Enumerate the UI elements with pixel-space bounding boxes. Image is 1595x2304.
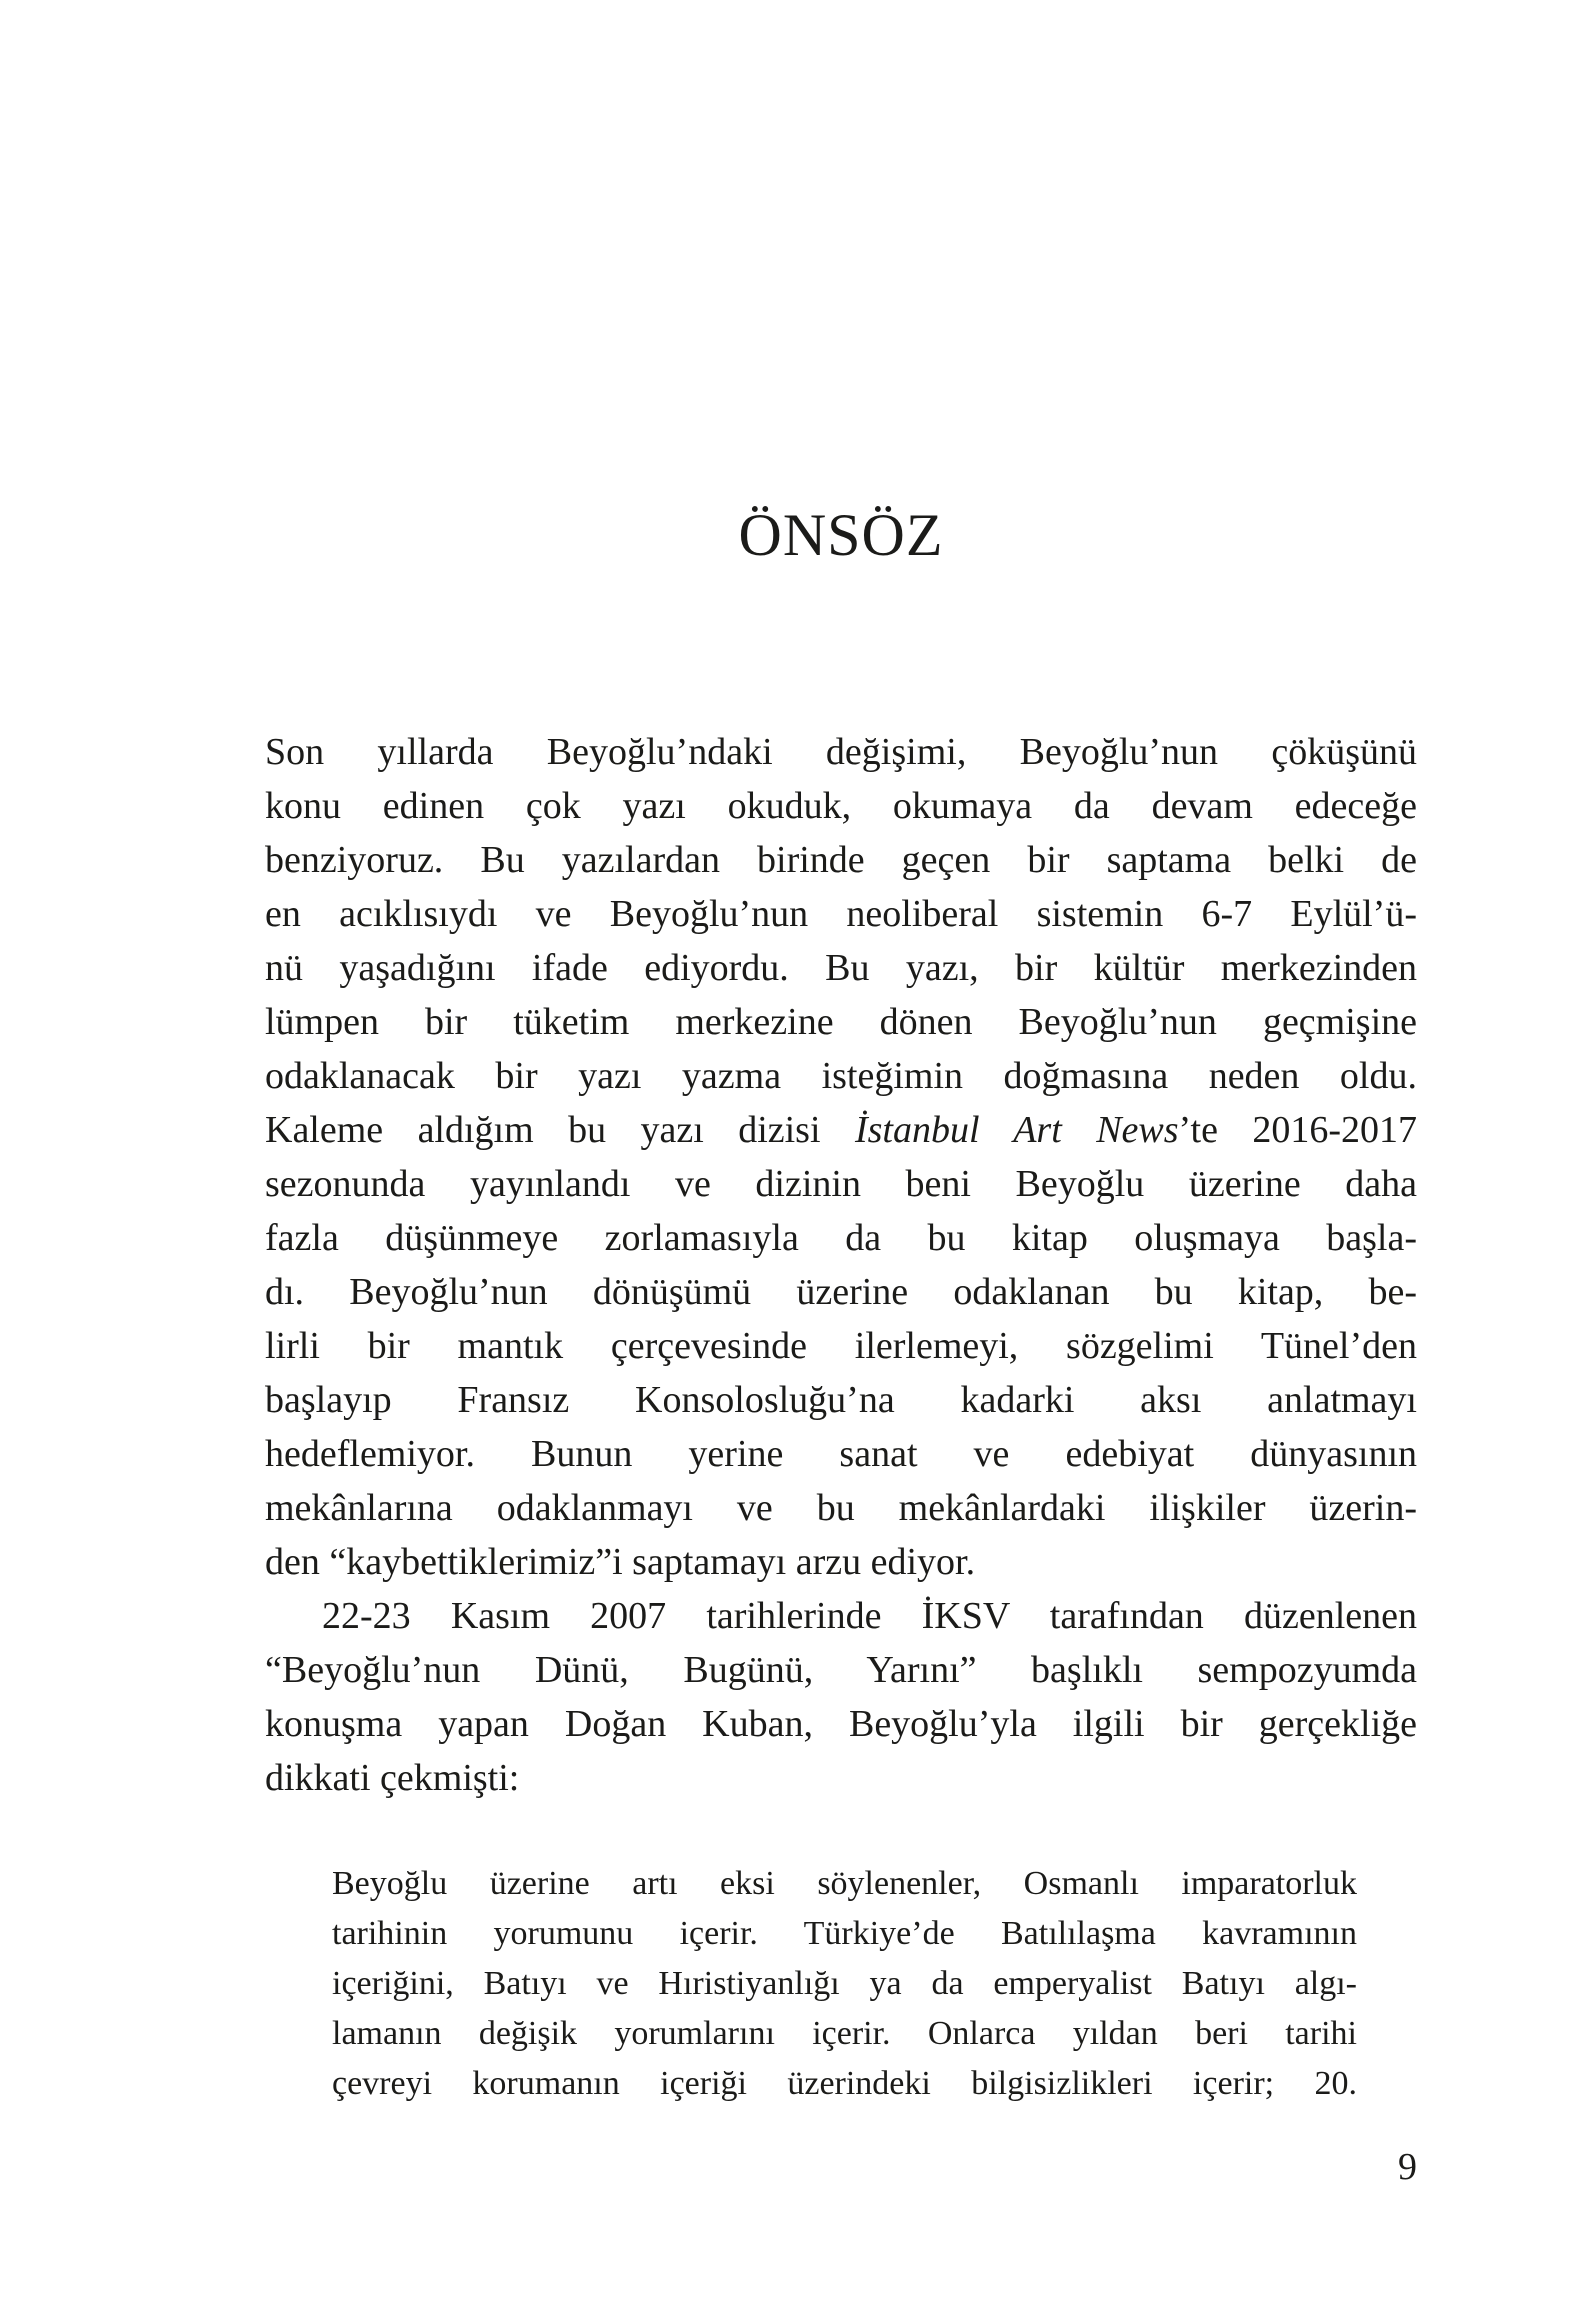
page-number: 9 (1398, 2146, 1417, 2188)
text-line: konuşma yapan Doğan Kuban, Beyoğlu’yla ilgili bir gerçekliğe (265, 1703, 1417, 1745)
text-line: fazla düşünmeye zorlamasıyla da bu kitap oluşmaya başla- (265, 1217, 1417, 1259)
text-line: “Beyoğlu’nun Dünü, Bugünü, Yarını” başlıklı sempozyumda (265, 1649, 1417, 1691)
text-line: odaklanacak bir yazı yazma isteğimin doğmasına neden oldu. (265, 1055, 1417, 1097)
paragraph-opening (265, 725, 1417, 1589)
italic-text: İstanbul Art News (854, 1109, 1179, 1151)
text-line: çevreyi korumanın içeriği üzerindeki bilgisizlikleri içerir; 20. (332, 2065, 1357, 2102)
text-line: mekânlarına odaklanmayı ve bu mekânlardaki ilişkiler üzerin- (265, 1487, 1417, 1529)
text-segment: ’te 2016-2017 (1178, 1109, 1418, 1151)
chapter-title: ÖNSÖZ (738, 502, 944, 568)
text-line: dı. Beyoğlu’nun dönüşümü üzerine odaklanan bu kitap, be- (265, 1271, 1417, 1313)
text-line: içeriğini, Batıyı ve Hıristiyanlığı ya da emperyalist Batıyı algı- (332, 1965, 1357, 2002)
text-line: benziyoruz. Bu yazılardan birinde geçen bir saptama belki de (265, 839, 1417, 881)
text-line: Beyoğlu üzerine artı eksi söylenenler, Osmanlı imparatorluk (332, 1865, 1357, 1902)
text-line: lümpen bir tüketim merkezine dönen Beyoğlu’nun geçmişine (265, 1001, 1417, 1043)
text-line: den “kaybettiklerimiz”i saptamayı arzu ediyor. (265, 1541, 976, 1583)
text-line: konu edinen çok yazı okuduk, okumaya da devam edeceğe (265, 785, 1417, 827)
text-line: lirli bir mantık çerçevesinde ilerlemeyi, sözgelimi Tünel’den (265, 1325, 1417, 1367)
text-line: 22-23 Kasım 2007 tarihlerinde İKSV tarafından düzenlenen (322, 1595, 1417, 1637)
text-line (265, 1103, 1417, 1157)
paragraph-symposium (265, 1589, 1417, 1805)
text-segment: Kaleme aldığım bu yazı dizisi (265, 1109, 855, 1151)
text-line: Son yıllarda Beyoğlu’ndaki değişimi, Beyoğlu’nun çöküşünü (265, 731, 1417, 773)
text-line: en acıklısıydı ve Beyoğlu’nun neoliberal sistemin 6-7 Eylül’ü- (265, 893, 1417, 935)
text-line: başlayıp Fransız Konsolosluğu’na kadarki aksı anlatmayı (265, 1379, 1417, 1421)
block-quote-dogan-kuban (332, 1859, 1357, 2109)
text-line: tarihinin yorumunu içerir. Türkiye’de Batılılaşma kavramının (332, 1915, 1357, 1952)
text-block (265, 725, 1417, 2109)
text-line: hedeflemiyor. Bunun yerine sanat ve edebiyat dünyasının (265, 1433, 1417, 1475)
text-line: lamanın değişik yorumlarını içerir. Onlarca yıldan beri tarihi (332, 2015, 1357, 2052)
text-line: nü yaşadığını ifade ediyordu. Bu yazı, bir kültür merkezinden (265, 947, 1417, 989)
text-line: sezonunda yayınlandı ve dizinin beni Beyoğlu üzerine daha (265, 1163, 1417, 1205)
text-line: dikkati çekmişti: (265, 1757, 520, 1799)
